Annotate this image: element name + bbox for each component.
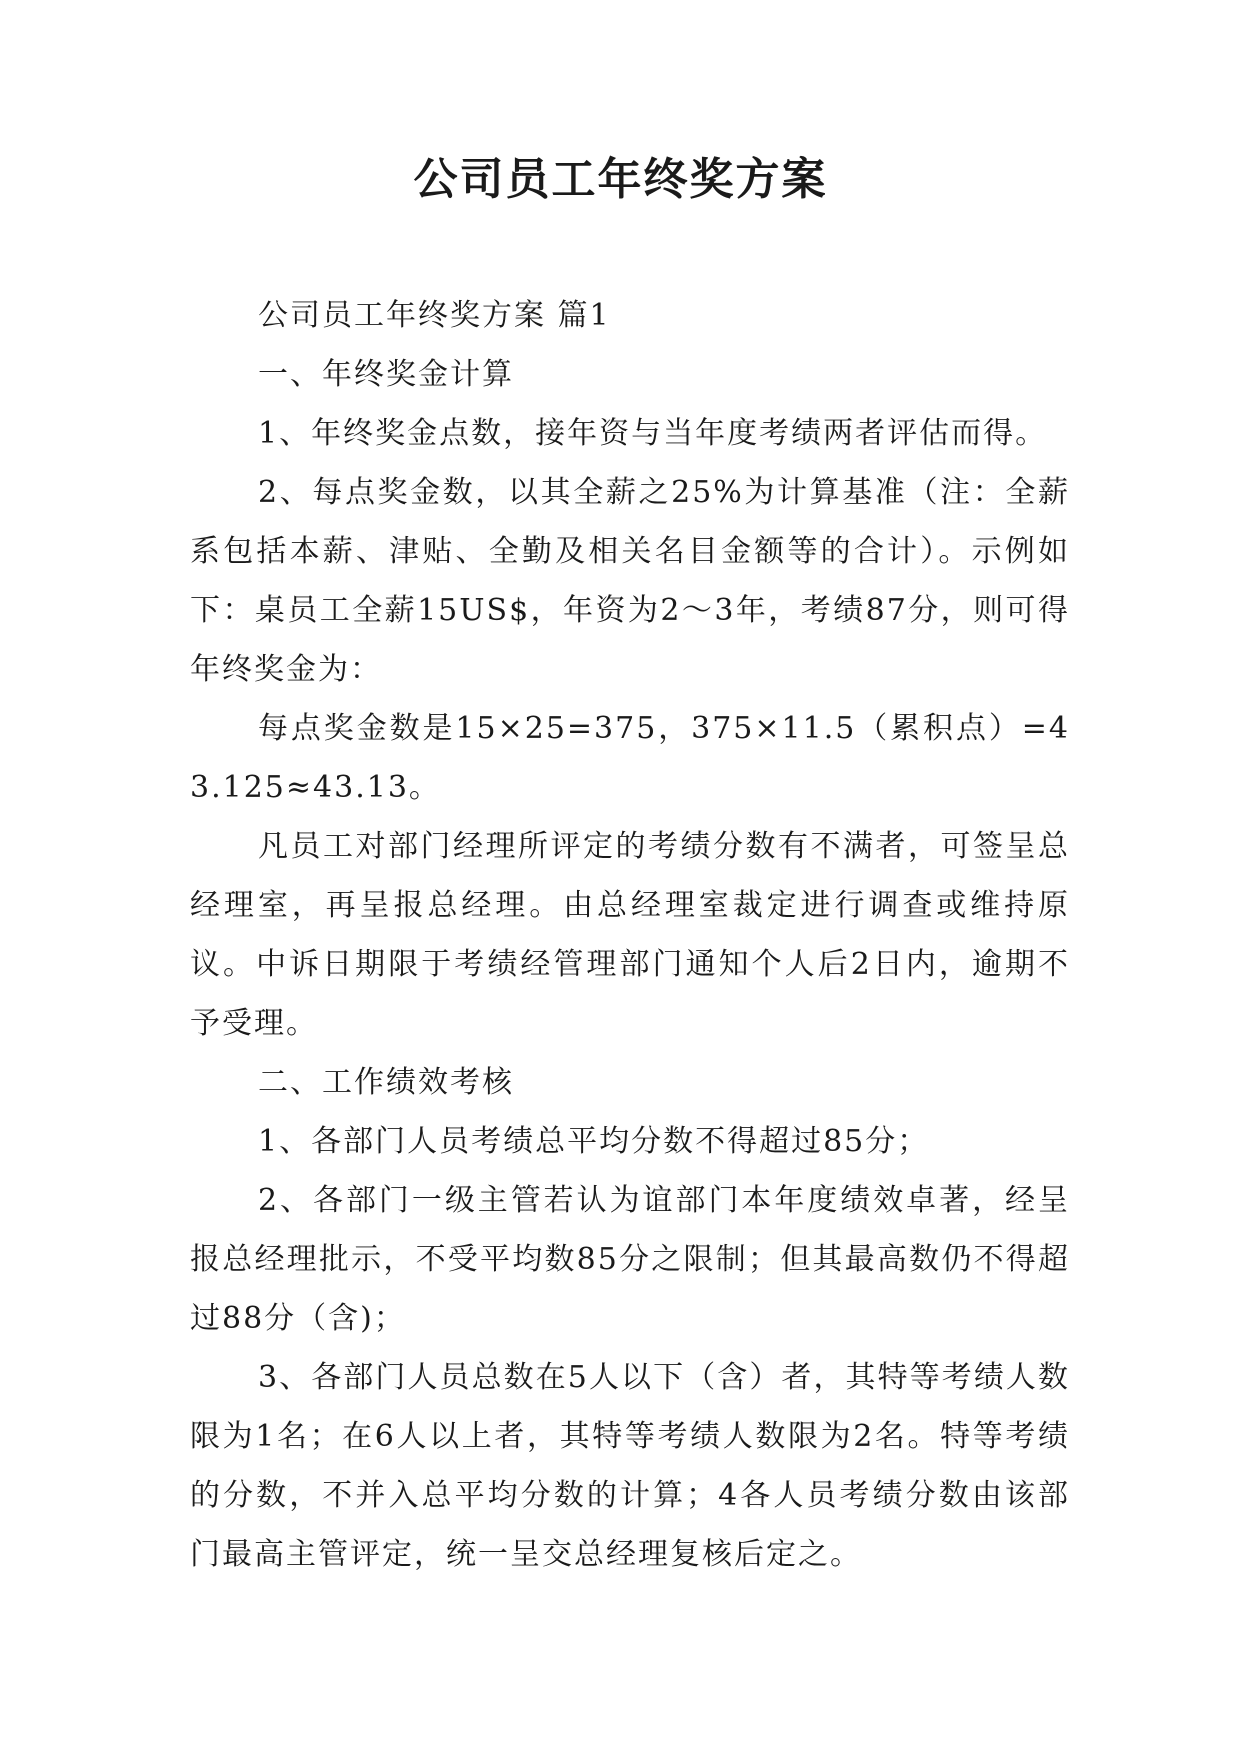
paragraph-special-grade-quota: 3、各部门人员总数在5人以下（含）者，其特等考绩人数限为1名；在6人以上者，其特等考绩人数限为2名。特等考绩的分数，不并入总平均分数的计算；4各人员考绩分数由该部门最高主管评定，统一呈交总经理复核后定之。 xyxy=(190,1360,1070,1572)
section-heading-article-1: 公司员工年终奖方案 篇1 xyxy=(258,298,611,333)
paragraph-bonus-points: 1、年终奖金点数，接年资与当年度考绩两者评估而得。 xyxy=(258,416,1048,451)
paragraph-average-score-limit: 1、各部门人员考绩总平均分数不得超过85分； xyxy=(258,1124,930,1159)
section-heading-performance-review: 二、工作绩效考核 xyxy=(258,1065,514,1100)
paragraph-appeal-process: 凡员工对部门经理所评定的考绩分数有不满者，可签呈总经理室，再呈报总经理。由总经理室裁定进行调查或维持原议。中诉日期限于考绩经管理部门通知个人后2日内，逾期不予受理。 xyxy=(190,829,1070,1041)
document-title: 公司员工年终奖方案 xyxy=(413,154,828,205)
paragraph-calculation-example: 每点奖金数是15×25=375，375×11.5（累积点）=43.125≈43.13。 xyxy=(190,711,1070,805)
document-body xyxy=(190,286,1070,1584)
section-heading-bonus-calculation: 一、年终奖金计算 xyxy=(258,357,514,392)
paragraph-bonus-per-point: 2、每点奖金数，以其全薪之25%为计算基准（注：全薪系包括本薪、津贴、全勤及相关名目金额等的合计）。示例如下：桌员工全薪15US$，年资为2～3年，考绩87分，则可得年终奖金为： xyxy=(190,475,1070,687)
paragraph-exceptional-department: 2、各部门一级主管若认为谊部门本年度绩效卓著，经呈报总经理批示，不受平均数85分之限制；但其最高数仍不得超过88分（含)； xyxy=(190,1183,1070,1336)
